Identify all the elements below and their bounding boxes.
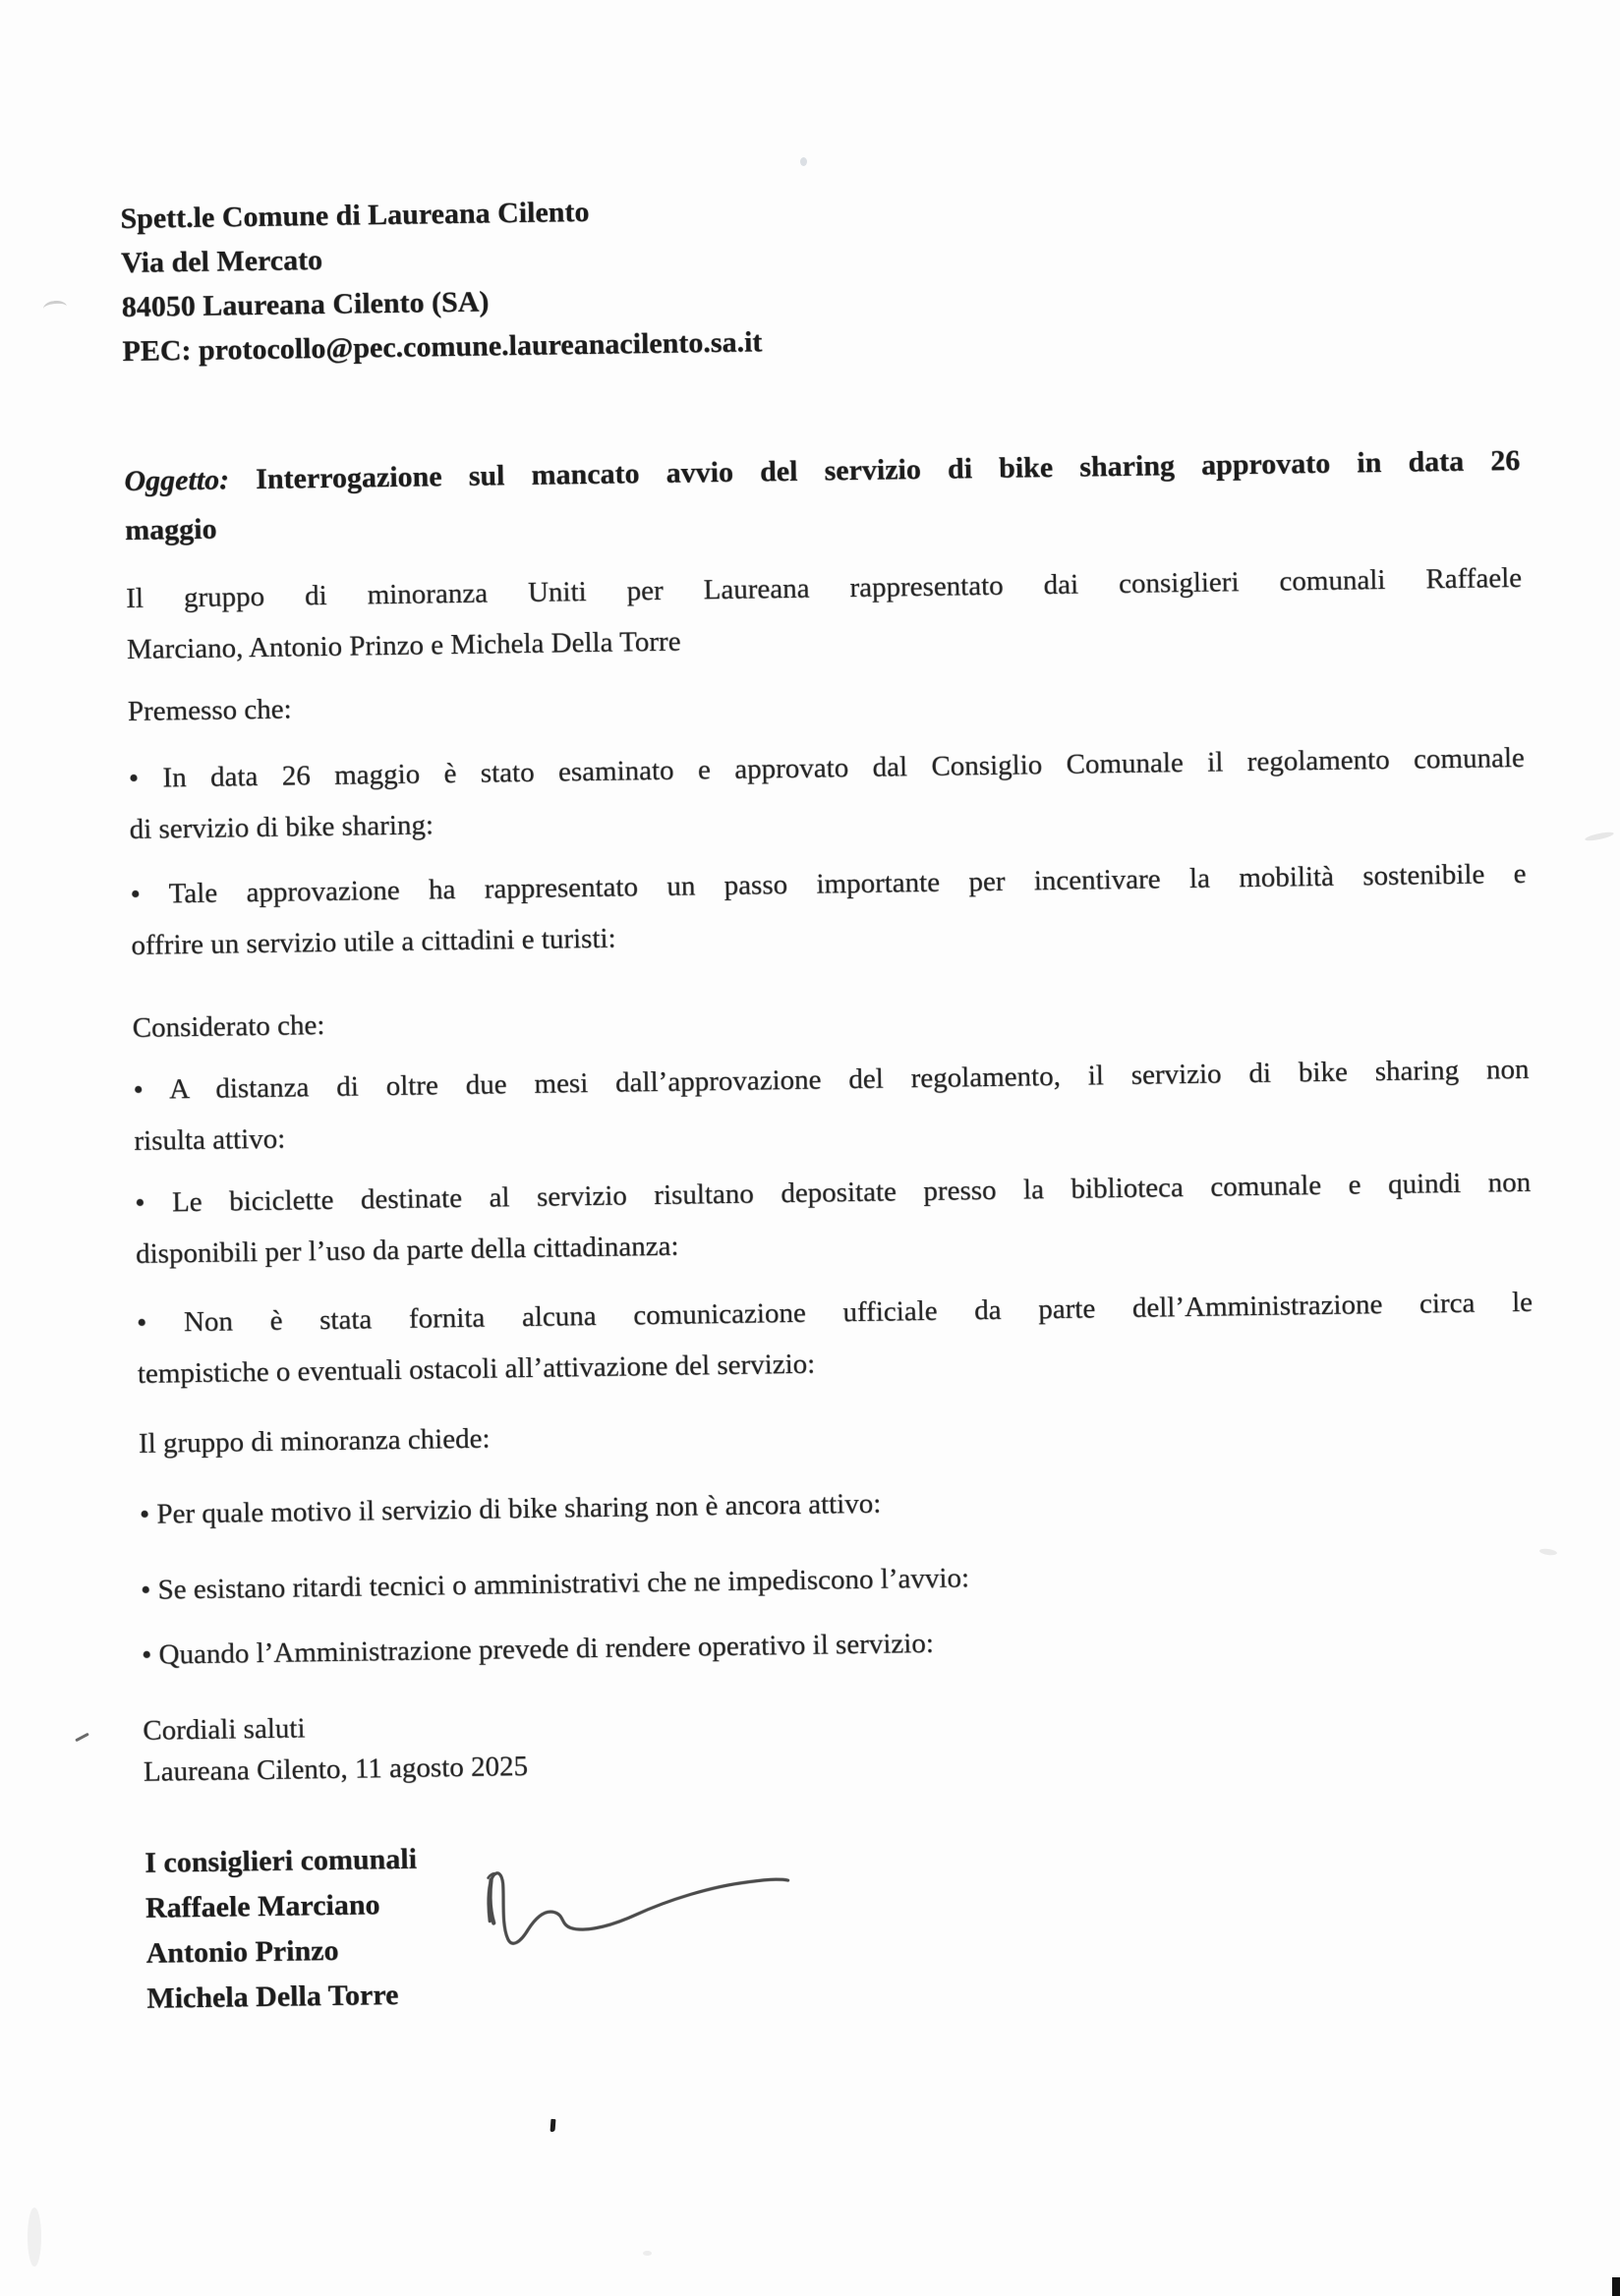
- chiede-heading: [139, 1398, 1535, 1469]
- recipient-line-1: Spett.le Comune di Laureana Cilento: [120, 195, 590, 235]
- closing-place-date: Laureana Cilento, 11 agosto 2025: [143, 1751, 529, 1788]
- scan-artifact-corner: [1612, 2277, 1620, 2296]
- bullet-line: • A distanza di oltre due mesi dall’approvazione del regolamento, il servizio di bike sharing non: [133, 1053, 1530, 1106]
- intro-line-1: Il gruppo di minoranza Uniti per Laureana rappresentato dai consiglieri comunali Raffaele: [125, 561, 1523, 614]
- bullet-line: di servizio di bike sharing:: [129, 809, 434, 845]
- subject-block: [124, 436, 1521, 555]
- bullet-line: • Se esistano ritardi tecnici o amministrativi che ne impediscono l’avvio:: [140, 1562, 970, 1606]
- bullet-line: risulta attivo:: [134, 1122, 286, 1157]
- closing-block: [143, 1690, 1539, 1793]
- subject-label: Oggetto:: [124, 463, 230, 497]
- bullet-regolamento: [129, 732, 1526, 855]
- recipient-line-3: 84050 Laureana Cilento (SA): [121, 285, 490, 323]
- bullet-line: tempistiche o eventuali ostacoli all’attivazione del servizio:: [137, 1348, 816, 1390]
- scan-artifact-speck: [643, 2251, 652, 2256]
- considerato-heading-line: Considerato che:: [132, 1009, 325, 1044]
- bullet-line: • Quando l’Amministrazione prevede di rendere operativo il servizio:: [141, 1627, 935, 1671]
- signature-name-1: Raffaele Marciano: [145, 1888, 380, 1924]
- recipient-line-2: Via del Mercato: [120, 243, 323, 279]
- signature-name-3: Michela Della Torre: [146, 1979, 399, 2015]
- premesso-heading: [128, 665, 1525, 737]
- signature-role-line: I consiglieri comunali: [145, 1842, 418, 1879]
- bullet-servizio-non-attivo: [133, 1044, 1530, 1167]
- bullet-motivo: [140, 1468, 1536, 1540]
- scan-artifact-mark: [550, 2119, 556, 2132]
- intro-line-2: Marciano, Antonio Prinzo e Michela Della Torre: [126, 625, 681, 665]
- bullet-line: • Non è stata fornita alcuna comunicazione ufficiale da parte dell’Amministrazione circa le: [136, 1286, 1533, 1339]
- bullet-approvazione: [130, 848, 1527, 971]
- scan-artifact-smudge: [28, 2208, 41, 2267]
- signature-name-2: Antonio Prinzo: [145, 1933, 339, 1970]
- bullet-line: • Per quale motivo il servizio di bike sharing non è ancora attivo:: [139, 1487, 882, 1530]
- closing-salutation: Cordiali saluti: [143, 1712, 306, 1747]
- recipient-block: [120, 176, 1519, 373]
- recipient-pec-line: PEC: protocollo@pec.comune.laureanacilento.sa.it: [122, 325, 763, 368]
- bullet-comunicazione: [137, 1277, 1533, 1400]
- bullet-line: disponibili per l’uso da parte della cittadinanza:: [135, 1230, 679, 1270]
- subject-line-2: maggio: [124, 512, 217, 546]
- intro-paragraph: [126, 552, 1523, 675]
- scan-artifact-smudge: [1539, 1548, 1558, 1556]
- scan-artifact-speck: [800, 157, 807, 166]
- subject-text: Interrogazione sul mancato avvio del servizio di bike sharing approvato in data 26: [255, 443, 1521, 495]
- bullet-line: • Tale approvazione ha rappresentato un passo importante per incentivare la mobilità sostenibile e: [130, 857, 1527, 910]
- scan-artifact-smudge: [1585, 831, 1615, 842]
- bullet-line: • In data 26 maggio è stato esaminato e approvato dal Consiglio Comunale il regolamento comunale: [128, 741, 1526, 794]
- bullet-line: offrire un servizio utile a cittadini e turisti:: [131, 922, 616, 961]
- bullet-quando-operativo: [142, 1609, 1538, 1681]
- bullet-biciclette: [135, 1157, 1532, 1280]
- signature-block: [145, 1820, 1543, 2022]
- letter-content: [120, 166, 1543, 2022]
- premesso-heading-line: Premesso che:: [127, 693, 292, 727]
- considerato-heading: [132, 982, 1529, 1054]
- bullet-line: • Le biciclette destinate al servizio risultano depositate presso la biblioteca comunale e quindi non: [135, 1166, 1532, 1219]
- handwritten-signature: [485, 1866, 792, 1951]
- bullet-ritardi: [141, 1544, 1537, 1616]
- scan-artifact-arc: [42, 300, 67, 316]
- chiede-heading-line: Il gruppo di minoranza chiede:: [138, 1422, 491, 1460]
- scan-artifact-tick: [75, 1733, 89, 1743]
